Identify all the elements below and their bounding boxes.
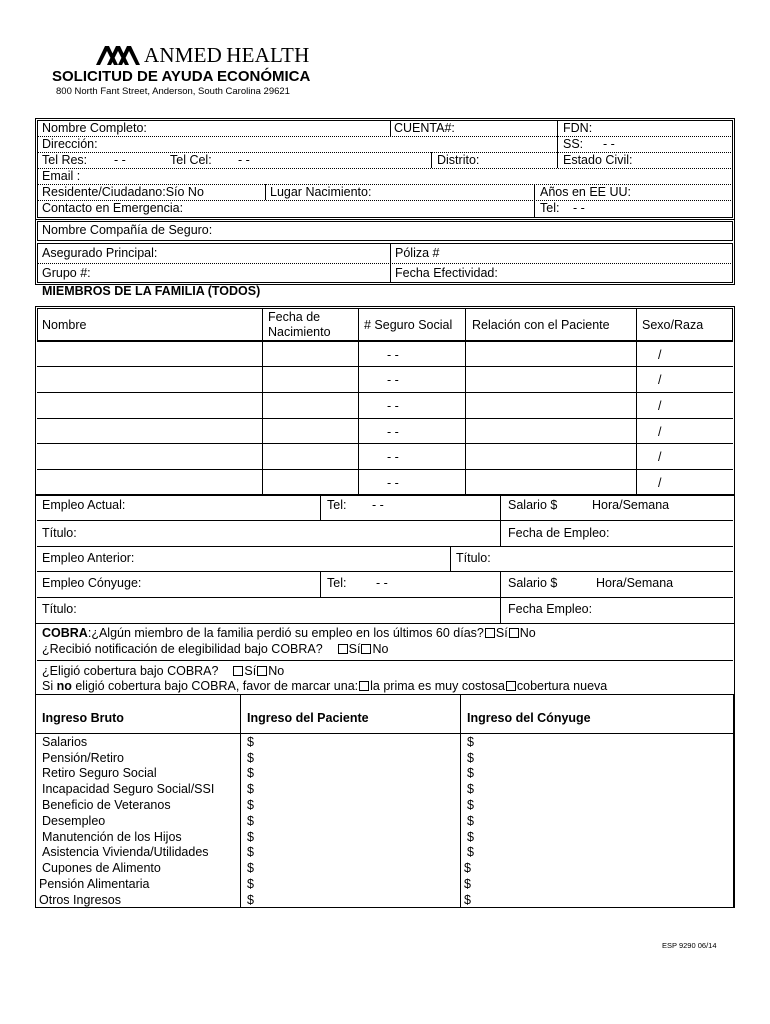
cobra-q1-yes-checkbox[interactable] (485, 628, 495, 638)
current-employer-label: Empleo Actual: (42, 498, 126, 512)
cobra-q3-no-checkbox[interactable] (257, 666, 267, 676)
marital-status-label: Estado Civil: (563, 153, 633, 167)
patient-currency: $ (247, 845, 254, 859)
cobra-question-4: Si no eligió cobertura bajo COBRA, favor de marcar una: la prima es muy costosa cobertura nueva (42, 679, 608, 693)
insurance-company-label: Nombre Compañía de Seguro: (42, 223, 213, 237)
cell-phone-label: Tel Cel: (170, 153, 212, 167)
premium-too-costly-checkbox[interactable] (359, 681, 369, 691)
full-name-label: Nombre Completo: (42, 121, 147, 135)
spouse-hours-label: Hora/Semana (596, 576, 674, 590)
home-phone-separator: - - (114, 153, 126, 167)
patient-currency: $ (247, 798, 254, 812)
income-row-label: Desempleo (42, 814, 106, 828)
income-row-label: Cupones de Alimento (42, 861, 161, 875)
income-row-label: Otros Ingresos (39, 893, 121, 907)
col-dob-header: Fecha de (268, 310, 321, 324)
spouse-currency: $ (467, 751, 474, 765)
family-row-6-sex: / (658, 476, 662, 490)
spouse-currency: $ (467, 798, 474, 812)
spouse-currency: $ (464, 893, 471, 907)
group-label: Grupo #: (42, 266, 91, 280)
cobra-q3-yes-checkbox[interactable] (233, 666, 243, 676)
income-row-label: Incapacidad Seguro Social/SSI (42, 782, 215, 796)
job-title-label: Título: (42, 526, 77, 540)
patient-currency: $ (247, 766, 254, 780)
col-relation-header: Relación con el Paciente (472, 318, 610, 332)
family-row-5-ssn: - - (387, 450, 399, 464)
birthplace-label: Lugar Nacimiento: (270, 185, 372, 199)
address-label: Dirección: (42, 137, 98, 151)
employer-phone-label: Tel: (327, 498, 347, 512)
hours-week-label: Hora/Semana (592, 498, 670, 512)
patient-income-header: Ingreso del Paciente (247, 711, 369, 725)
patient-currency: $ (247, 861, 254, 875)
emergency-contact-label: Contacto en Emergencia: (42, 201, 184, 215)
cell-phone-separator: - - (238, 153, 250, 167)
col-ssn-header: # Seguro Social (364, 318, 453, 332)
col-name-header: Nombre (42, 318, 87, 332)
account-label: CUENTA#: (394, 121, 455, 135)
dob-label: FDN: (563, 121, 593, 135)
anmed-logo-mark-icon (96, 44, 140, 66)
spouse-currency: $ (467, 830, 474, 844)
col-dob-header-2: Nacimiento (268, 325, 331, 339)
emergency-phone-separator: - - (573, 201, 585, 215)
spouse-currency: $ (467, 735, 474, 749)
resident-label: Residente/Ciudadano:Sío No (42, 185, 204, 199)
income-row-label: Retiro Seguro Social (42, 766, 157, 780)
spouse-currency: $ (464, 877, 471, 891)
patient-currency: $ (247, 735, 254, 749)
cobra-q2-yes-checkbox[interactable] (338, 644, 348, 654)
previous-employer-label: Empleo Anterior: (42, 551, 135, 565)
employment-section (35, 494, 735, 624)
spouse-currency: $ (467, 782, 474, 796)
policy-label: Póliza # (395, 246, 440, 260)
patient-currency: $ (247, 877, 254, 891)
income-row-label: Pensión Alimentaria (39, 877, 150, 891)
primary-insured-label: Asegurado Principal: (42, 246, 158, 260)
cobra-question-1: COBRA:¿Algún miembro de la familia perdió su empleo en los últimos 60 días? Sí No (42, 626, 536, 640)
effective-date-label: Fecha Efectividad: (395, 266, 498, 280)
income-row-label: Asistencia Vivienda/Utilidades (42, 845, 209, 859)
spouse-currency: $ (464, 861, 471, 875)
family-row-6-ssn: - - (387, 476, 399, 490)
patient-currency: $ (247, 893, 254, 907)
new-coverage-checkbox[interactable] (506, 681, 516, 691)
family-row-3-sex: / (658, 399, 662, 413)
spouse-currency: $ (467, 814, 474, 828)
ssn-label: SS: (563, 137, 584, 151)
patient-currency: $ (247, 782, 254, 796)
spouse-phone-separator: - - (376, 576, 388, 590)
income-row-label: Manutención de los Hijos (42, 830, 182, 844)
family-row-1-ssn: - - (387, 348, 399, 362)
cobra-q2-no-checkbox[interactable] (361, 644, 371, 654)
cobra-question-2: ¿Recibió notificación de elegibilidad bajo COBRA? Sí No (42, 642, 389, 656)
years-in-us-label: Años en EE UU: (540, 185, 632, 199)
email-label: Email : (42, 169, 81, 183)
spouse-salary-label: Salario $ (508, 576, 558, 590)
col-sex-header: Sexo/Raza (642, 318, 704, 332)
spouse-employment-date-label: Fecha Empleo: (508, 602, 593, 616)
employment-date-label: Fecha de Empleo: (508, 526, 610, 540)
family-row-1-sex: / (658, 348, 662, 362)
family-row-4-sex: / (658, 425, 662, 439)
district-label: Distrito: (437, 153, 480, 167)
form-code: ESP 9290 06/14 (662, 941, 717, 950)
patient-currency: $ (247, 814, 254, 828)
family-row-2-sex: / (658, 373, 662, 387)
employer-phone-separator: - - (372, 498, 384, 512)
address: 800 North Fant Street, Anderson, South Carolina 29621 (56, 86, 290, 97)
spouse-currency: $ (467, 845, 474, 859)
home-phone-label: Tel Res: (42, 153, 88, 167)
family-row-5-sex: / (658, 450, 662, 464)
anmed-logo (96, 43, 310, 67)
family-section-title: MIEMBROS DE LA FAMILIA (TODOS) (42, 284, 261, 298)
logo-wordmark: ANMED HEALTH (144, 43, 310, 67)
previous-title-label: Título: (456, 551, 491, 565)
income-row-label: Salarios (42, 735, 88, 749)
income-row-label: Pensión/Retiro (42, 751, 124, 765)
cobra-question-3: ¿Eligió cobertura bajo COBRA? Sí No (42, 664, 285, 678)
spouse-employer-label: Empleo Cónyuge: (42, 576, 142, 590)
patient-currency: $ (247, 830, 254, 844)
spouse-title-label: Título: (42, 602, 77, 616)
income-row-label: Beneficio de Veteranos (42, 798, 171, 812)
family-row-2-ssn: - - (387, 373, 399, 387)
ssn-separator: - - (603, 137, 615, 151)
emergency-phone-label: Tel: (540, 201, 560, 215)
page-title: SOLICITUD DE AYUDA ECONÓMICA (52, 68, 311, 85)
gross-income-header: Ingreso Bruto (42, 711, 124, 725)
spouse-currency: $ (467, 766, 474, 780)
family-row-3-ssn: - - (387, 399, 399, 413)
salary-label: Salario $ (508, 498, 558, 512)
spouse-income-header: Ingreso del Cónyuge (467, 711, 591, 725)
family-row-4-ssn: - - (387, 425, 399, 439)
patient-currency: $ (247, 751, 254, 765)
spouse-phone-label: Tel: (327, 576, 347, 590)
cobra-q1-no-checkbox[interactable] (509, 628, 519, 638)
